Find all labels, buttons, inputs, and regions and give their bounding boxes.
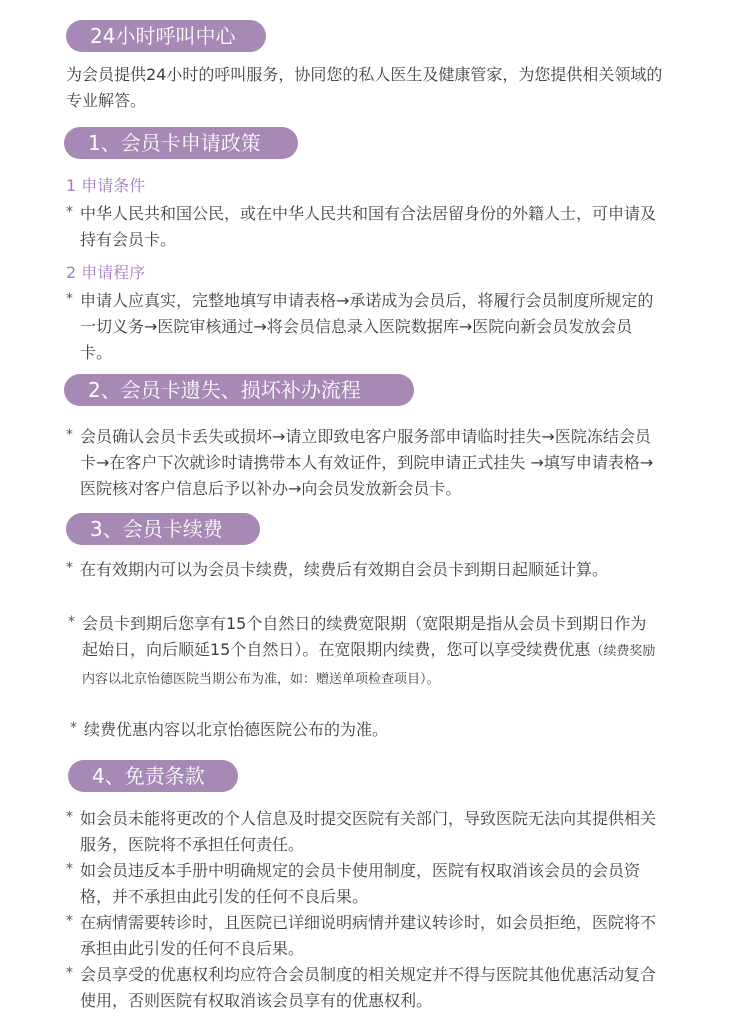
bullet-star: * [66,913,73,929]
section1-conditions-text: 中华人民共和国公民，或在中华人民共和国有合法居留身份的外籍人士，可申请及持有会员卡。 [80,204,657,249]
section4-info-text: 如会员未能将更改的个人信息及时提交医院有关部门，导致医院无法向其提供相关服务，医院将不承担任何责任。 [80,809,657,854]
section4-violation-item [66,858,660,910]
section4-violation-text: 如会员违反本手册中明确规定的会员卡使用制度，医院有权取消该会员的会员资格，并不承担由此引发的任何不良后果。 [80,861,641,906]
section1-conditions-item [66,201,660,253]
bullet-star: * [66,560,73,576]
section3-heading: 3、会员卡续费 [66,513,260,545]
section2-process-text: 会员确认会员卡丢失或损坏→请立即致电客户服务部申请临时挂失→医院冻结会员卡→在客户下次就诊时请携带本人有效证件，到院申请正式挂失 →填写申请表格→医院核对客户信息后予以补办→向会员发放新会员卡。 [80,427,654,498]
call-center-heading: 24小时呼叫中心 [66,20,266,52]
section4-referral-text: 在病情需要转诊时，且医院已详细说明病情并建议转诊时，如会员拒绝，医院将不承担由此引发的任何不良后果。 [80,913,657,958]
section1-heading: 1、会员卡申请政策 [64,127,298,159]
bullet-star: * [68,614,75,630]
bullet-star: * [70,720,77,736]
section3-grace-item [68,611,660,693]
section4-info-item [66,806,660,858]
section1-subheading-conditions: 1 申请条件 [66,176,146,195]
bullet-star: * [66,291,73,307]
section1-subheading-procedure: 2 申请程序 [66,263,146,282]
section2-process-item [66,424,660,502]
section3-renewal-text: 在有效期内可以为会员卡续费，续费后有效期自会员卡到期日起顺延计算。 [80,560,609,579]
call-center-description: 为会员提供24小时的呼叫服务，协同您的私人医生及健康管家，为您提供相关领域的专业解答。 [66,65,663,110]
bullet-star: * [66,965,73,981]
section4-heading: 4、免责条款 [68,760,238,792]
bullet-star: * [66,809,73,825]
bullet-star: * [66,427,73,443]
section4-discount-rights-item [66,962,660,1014]
bullet-star: * [66,204,73,220]
section1-procedure-item [66,288,660,366]
section4-referral-item [66,910,660,962]
section2-heading: 2、会员卡遗失、损坏补办流程 [64,374,414,406]
section4-discount-rights-text: 会员享受的优惠权利均应符合会员制度的相关规定并不得与医院其他优惠活动复合使用，否则医院有权取消该会员享有的优惠权利。 [80,965,657,1010]
section3-grace-text: 会员卡到期后您享有15个自然日的续费宽限期（宽限期是指从会员卡到期日作为起始日，向后顺延15个自然日）。在宽限期内续费，您可以享受续费优惠 [82,614,647,659]
section3-grace-note: （续费奖励内容以北京怡德医院当期公布为准，如：赠送单项检查项目）。 [82,644,656,687]
section3-discount-item [70,717,660,743]
section3-renewal-item [66,557,666,583]
section1-procedure-text: 申请人应真实，完整地填写申请表格→承诺成为会员后，将履行会员制度所规定的一切义务→医院审核通过→将会员信息录入医院数据库→医院向新会员发放会员卡。 [80,291,654,362]
section3-discount-text: 续费优惠内容以北京怡德医院公布的为准。 [84,720,389,739]
bullet-star: * [66,861,73,877]
